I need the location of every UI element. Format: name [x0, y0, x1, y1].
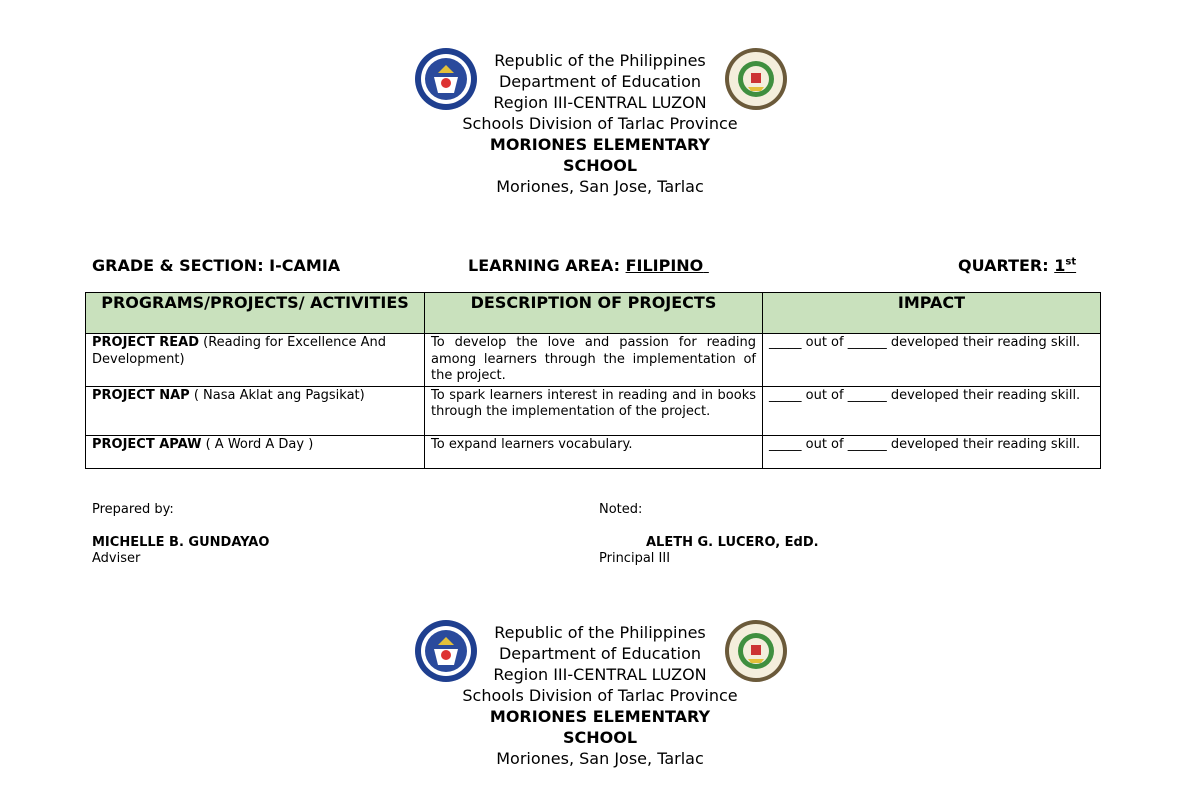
header-line-region: Region III-CENTRAL LUZON — [493, 665, 707, 684]
grade-section — [92, 256, 340, 275]
noted-label: Noted: — [599, 502, 643, 517]
learning-area-label: LEARNING AREA: — [468, 256, 620, 275]
learning-area — [468, 256, 709, 275]
header-line-republic: Republic of the Philippines — [494, 623, 706, 642]
deped-seal-icon — [414, 47, 478, 111]
program-meaning: ( A Word A Day ) — [201, 436, 314, 452]
school-seal-icon — [724, 47, 788, 111]
projects-table — [85, 292, 1101, 469]
header-line-deped: Department of Education — [498, 72, 702, 91]
impact-cell: _____ out of ______ developed their reading skill. — [763, 435, 1101, 468]
header-line-region: Region III-CENTRAL LUZON — [493, 93, 707, 112]
deped-seal-icon — [414, 619, 478, 683]
header-line-deped: Department of Education — [498, 644, 702, 663]
header-line-division: Schools Division of Tarlac Province — [462, 114, 738, 133]
grade-section-label: GRADE & SECTION: — [92, 256, 264, 275]
learning-area-value: FILIPINO — [625, 256, 704, 275]
impact-cell: _____ out of ______ developed their reading skill. — [763, 386, 1101, 435]
noted-name: ALETH G. LUCERO, EdD. — [646, 535, 819, 550]
description-cell: To spark learners interest in reading and in books through the implementation of the project. — [425, 386, 763, 435]
prepared-by-title: Adviser — [92, 551, 141, 566]
quarter-value: 1 — [1054, 256, 1066, 275]
header-school-line2: SCHOOL — [562, 728, 638, 747]
header-address: Moriones, San Jose, Tarlac — [496, 177, 704, 196]
program-cell — [86, 334, 425, 387]
header-school-line1: MORIONES ELEMENTARY — [489, 707, 711, 726]
column-header-impact: IMPACT — [763, 293, 1101, 334]
noted-title: Principal III — [599, 551, 671, 566]
header-address: Moriones, San Jose, Tarlac — [496, 749, 704, 768]
column-header-description: DESCRIPTION OF PROJECTS — [425, 293, 763, 334]
description-cell: To expand learners vocabulary. — [425, 435, 763, 468]
impact-cell: _____ out of ______ developed their reading skill. — [763, 334, 1101, 387]
table-row — [86, 435, 1101, 468]
program-name: PROJECT NAP — [92, 387, 190, 403]
letterhead-bottom — [0, 622, 1200, 768]
school-seal-icon — [724, 619, 788, 683]
header-school-line2: SCHOOL — [562, 156, 638, 175]
table-row — [86, 386, 1101, 435]
quarter — [958, 256, 1076, 275]
column-header-programs: PROGRAMS/PROJECTS/ ACTIVITIES — [86, 293, 425, 334]
letterhead-top — [0, 50, 1200, 196]
program-name: PROJECT APAW — [92, 436, 202, 452]
quarter-suffix: st — [1065, 256, 1077, 268]
program-cell — [86, 435, 425, 468]
description-cell: To develop the love and passion for reading among learners through the implementation of the project. — [425, 334, 763, 387]
program-meaning: (Reading for Excellence And Development) — [92, 335, 387, 367]
program-cell — [86, 386, 425, 435]
quarter-label: QUARTER: — [958, 256, 1049, 275]
program-name: PROJECT READ — [92, 335, 199, 350]
prepared-by-label: Prepared by: — [92, 502, 174, 517]
prepared-by-name: MICHELLE B. GUNDAYAO — [92, 535, 270, 550]
table-header-row — [86, 293, 1101, 334]
header-school-line1: MORIONES ELEMENTARY — [489, 135, 711, 154]
header-line-division: Schools Division of Tarlac Province — [462, 686, 738, 705]
grade-section-value: I-CAMIA — [269, 256, 341, 275]
program-meaning: ( Nasa Aklat ang Pagsikat) — [189, 387, 365, 403]
table-row — [86, 334, 1101, 387]
header-line-republic: Republic of the Philippines — [494, 51, 706, 70]
